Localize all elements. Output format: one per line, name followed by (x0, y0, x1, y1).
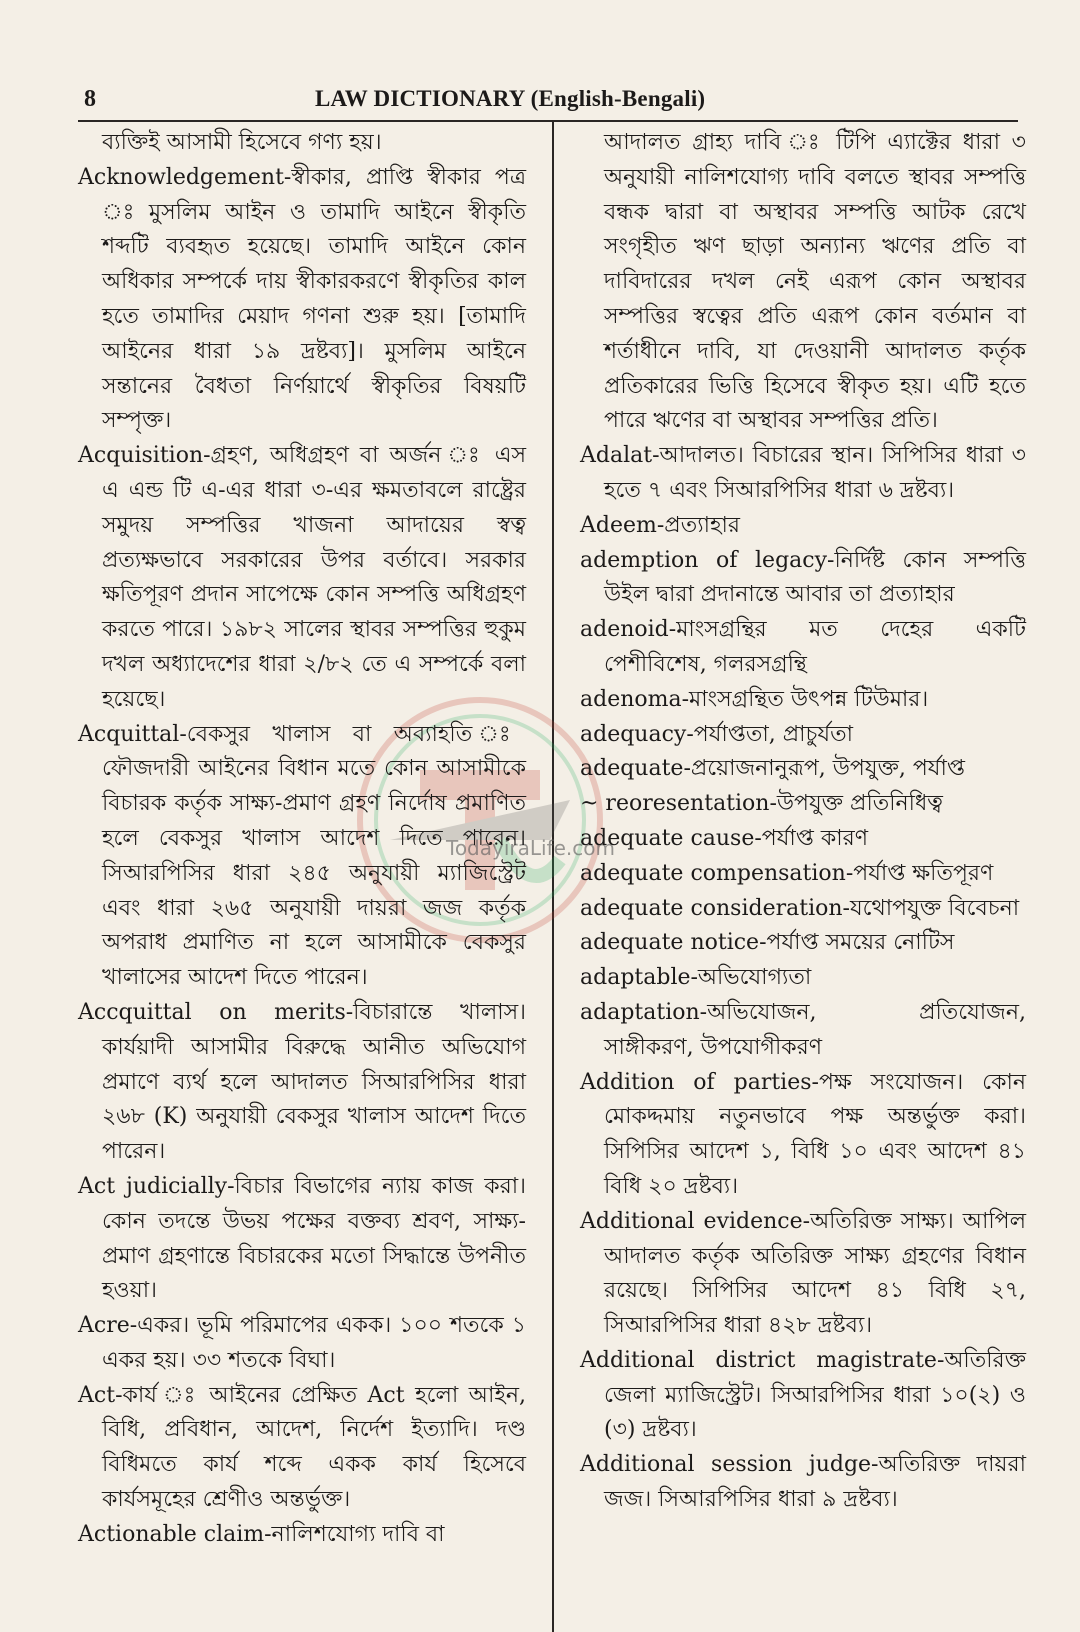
entry-term: adequate compensation (580, 860, 846, 886)
entry-term: Adeem (580, 512, 657, 538)
dictionary-entry (580, 926, 1026, 961)
entry-term: ~ reoresentation (580, 791, 770, 817)
dictionary-entry (580, 787, 1026, 822)
entry-term: Addition of parties (580, 1069, 812, 1095)
dictionary-entry (78, 718, 526, 996)
dictionary-entry (78, 439, 526, 717)
dictionary-entry (580, 683, 1026, 718)
dictionary-entry (580, 822, 1026, 857)
entry-term: Actionable claim (78, 1521, 265, 1547)
entry-definition: -গ্রহণ, অধিগ্রহণ বা অর্জন ঃ এস এ এন্ড টি এ-এর ধারা ৩-এর ক্ষমতাবলে রাষ্ট্রের সমুদয় সম্পত্তির খাজনা আদায়ের স্বত্ব প্রত্যক্ষভাবে সরকারের উপর বর্তাবে। সরকার ক্ষতিপূরণ প্রদান সাপেক্ষে কোন সম্পত্তি অধিগ্রহণ করতে পারে। ১৯৮২ সালের স্থাবর সম্পত্তির হুকুম দখল অধ্যাদেশের ধারা ২/৮২ তে এ সম্পর্কে বলা হয়েছে। (102, 443, 526, 712)
entry-term: Acre (78, 1313, 130, 1339)
entry-term: Acknowledgement (78, 164, 284, 190)
entry-definition: -আদালত। বিচারের স্থান। সিপিসির ধারা ৩ হতে ৭ এবং সিআরপিসির ধারা ৬ দ্রষ্টব্য। (604, 443, 1026, 503)
dictionary-entry (580, 961, 1026, 996)
dictionary-entry (78, 1379, 526, 1518)
page-number: 8 (84, 86, 96, 112)
watermark-text: TodayiraLife.com (446, 836, 615, 860)
entry-definition: -মাংসগ্রন্থিত উৎপন্ন টিউমার। (681, 686, 929, 712)
entry-definition: -উপযুক্ত প্রতিনিধিত্ব (769, 791, 943, 817)
entry-definition: -বেকসুর খালাস বা অব্যাহতি ঃ ফৌজদারী আইনের বিধান মতে কোন আসামীকে বিচারক কর্তৃক সাক্ষ্য-প্রমাণ গ্রহণ নির্দোষ প্রমাণিত হলে বেকসুর খালাস আদেশ দিতে পারেন। সিআরপিসির ধারা ২৪৫ অনুযায়ী ম্যাজিস্ট্রেট এবং ধারা ২৬৫ অনুযায়ী দায়রা জজ কর্তৃক অপরাধ প্রমাণিত না হলে আসামীকে বেকসুর খালাসের আদেশ দিতে পারেন। (102, 721, 526, 991)
entry-term: Acquisition (78, 443, 204, 469)
dictionary-entry (580, 1205, 1026, 1344)
dictionary-entry (580, 1448, 1026, 1518)
dictionary-entry (78, 126, 526, 161)
entry-definition: ব্যক্তিই আসামী হিসেবে গণ্য হয়। (102, 130, 382, 155)
entry-term: Additional evidence (580, 1208, 803, 1234)
entry-definition: -অভিযোজন, প্রতিযোজন, সাঙ্গীকরণ, উপযোগীকরণ (604, 999, 1026, 1060)
entry-term: adequate (580, 756, 684, 782)
entry-definition: -কার্য ঃ আইনের প্রেক্ষিত Act হলো আইন, বিধি, প্রবিধান, আদেশ, নির্দেশ ইত্যাদি। দণ্ড বিধিমতে কার্য শব্দে একক কার্য হিসেবে কার্যসমূহের শ্রেণীও অন্তর্ভুক্ত। (102, 1382, 526, 1513)
entry-term: adequate consideration (580, 895, 843, 921)
entry-definition: -মাংসগ্রন্থির মত দেহের একটি পেশীবিশেষ, গলরসগ্রন্থি (604, 617, 1026, 677)
entry-definition: -পক্ষ সংযোজন। কোন মোকদ্দমায় নতুনভাবে পক্ষ অন্তর্ভুক্ত করা। সিপিসির আদেশ ১, বিধি ১০ এবং আদেশ ৪১ বিধি ২০ দ্রষ্টব্য। (604, 1069, 1026, 1199)
entry-definition: -প্রত্যাহার (656, 512, 741, 538)
entry-definition: -পর্যাপ্ততা, প্রাচুর্যতা (686, 721, 853, 747)
entry-term: Additional session judge (580, 1452, 872, 1478)
entry-definition: -পর্যাপ্ত কারণ (754, 825, 869, 851)
entry-definition: -যথোপযুক্ত বিবেচনা (842, 895, 1020, 921)
column-divider (552, 122, 554, 1632)
entry-term: adenoid (580, 617, 669, 643)
entry-definition: -অতিরিক্ত সাক্ষ্য। আপিল আদালত কর্তৃক অতিরিক্ত সাক্ষ্য গ্রহণের বিধান রয়েছে। সিপিসির আদেশ ৪১ বিধি ২৭, সিআরপিসির ধারা ৪২৮ দ্রষ্টব্য। (604, 1208, 1027, 1339)
left-column (78, 126, 526, 1553)
dictionary-entry (580, 752, 1026, 787)
entry-term: Accquittal on merits (78, 999, 346, 1025)
header-rule (78, 120, 1018, 122)
entry-definition: আদালত গ্রাহ্য দাবি ঃ টিপি এ্যাক্টের ধারা ৩ অনুযায়ী নালিশযোগ্য দাবি বলতে স্থাবর সম্পত্তি বন্ধক দ্বারা বা অস্থাবর সম্পত্তি আটক রেখে সংগৃহীত ঋণ ছাড়া অন্যান্য ঋণের প্রতি বা দাবিদারের দখল নেই এরূপ কোন অস্থাবর সম্পত্তির স্বত্বের প্রতি এরূপ কোন বর্তমান বা শর্তাধীনে দাবি, যা দেওয়ানী আদালত কর্তৃক প্রতিকারের ভিত্তি হিসেবে স্বীকৃত হয়। এটি হতে পারে ঋণের বা অস্থাবর সম্পত্তির প্রতি। (604, 130, 1026, 434)
entry-term: Additional district magistrate (580, 1347, 937, 1373)
dictionary-entry (78, 1309, 526, 1379)
entry-term: adequate notice (580, 930, 760, 956)
dictionary-entry (580, 892, 1026, 927)
dictionary-entry (78, 1518, 526, 1553)
entry-definition: -অতিরিক্ত জেলা ম্যাজিস্ট্রেট। সিআরপিসির ধারা ১০(২) ও (৩) দ্রষ্টব্য। (604, 1347, 1026, 1443)
dictionary-entry (580, 1066, 1026, 1205)
dictionary-entry (580, 126, 1026, 439)
dictionary-entry (78, 996, 526, 1170)
dictionary-entry (580, 439, 1026, 509)
dictionary-entry (580, 509, 1026, 544)
right-column (580, 126, 1026, 1518)
entry-term: adaptable (580, 965, 691, 991)
entry-term: adaptation (580, 999, 700, 1025)
entry-term: Act (78, 1382, 116, 1408)
dictionary-entry (78, 1170, 526, 1309)
dictionary-entry (580, 613, 1026, 683)
entry-term: Adalat (580, 443, 653, 469)
dictionary-entry (580, 718, 1026, 753)
entry-definition: -নালিশযোগ্য দাবি বা (264, 1521, 445, 1547)
dictionary-entry (580, 1344, 1026, 1448)
entry-term: Acquittal (78, 721, 180, 747)
entry-term: adequate cause (580, 825, 755, 851)
entry-definition: -বিচারান্তে খালাস। কার্যয়াদী আসামীর বিরুদ্ধে আনীত অভিযোগ প্রমাণে ব্যর্থ হলে আদালত সিআরপিসির ধারা ২৬৮ (K) অনুযায়ী বেকসুর খালাস আদেশ দিতে পারেন। (102, 999, 526, 1165)
page-header (80, 86, 980, 120)
dictionary-entry (580, 996, 1026, 1066)
entry-term: adenoma (580, 686, 682, 712)
entry-definition: -অতিরিক্ত দায়রা জজ। সিআরপিসির ধারা ৯ দ্রষ্টব্য। (604, 1452, 1026, 1513)
entry-definition: -পর্যাপ্ত সময়ের নোটিস (759, 930, 955, 956)
entry-term: Act judicially (78, 1173, 228, 1199)
dictionary-entry (580, 857, 1026, 892)
entry-definition: -বিচার বিভাগের ন্যায় কাজ করা। কোন তদন্তে উভয় পক্ষের বক্তব্য শ্রবণ, সাক্ষ্য-প্রমাণ গ্রহণান্তে বিচারকের মতো সিদ্ধান্তে উপনীত হওয়া। (102, 1173, 526, 1304)
entry-definition: -অভিযোগ্যতা (690, 965, 812, 991)
entry-definition: -একর। ভূমি পরিমাপের একক। ১০০ শতকে ১ একর হয়। ৩৩ শতকে বিঘা। (102, 1313, 526, 1373)
entry-definition: -পর্যাপ্ত ক্ষতিপূরণ (845, 860, 994, 886)
dictionary-entry (580, 544, 1026, 614)
entry-definition: -প্রয়োজনানুরূপ, উপযুক্ত, পর্যাপ্ত (683, 756, 965, 782)
entry-definition: -নির্দিষ্ট কোন সম্পত্তি উইল দ্বারা প্রদানান্তে আবার তা প্রত্যাহার (604, 547, 1026, 608)
entry-definition: -স্বীকার, প্রাপ্তি স্বীকার পত্র ঃ মুসলিম আইন ও তামাদি আইনে স্বীকৃতি শব্দটি ব্যবহৃত হয়েছে। তামাদি আইনে কোন অধিকার সম্পর্কে দায় স্বীকারকরণে স্বীকৃতির কাল হতে তামাদির মেয়াদ গণনা শুরু হয়। [তামাদি আইনের ধারা ১৯ দ্রষ্টব্য]। মুসলিম আইনে সন্তানের বৈধতা নির্ণয়ার্থে স্বীকৃতির বিষয়টি সম্পৃক্ত। (102, 164, 526, 434)
entry-term: ademption of legacy (580, 547, 828, 573)
dictionary-entry (78, 161, 526, 439)
entry-term: adequacy (580, 721, 687, 747)
page-title: LAW DICTIONARY (English-Bengali) (315, 86, 706, 111)
